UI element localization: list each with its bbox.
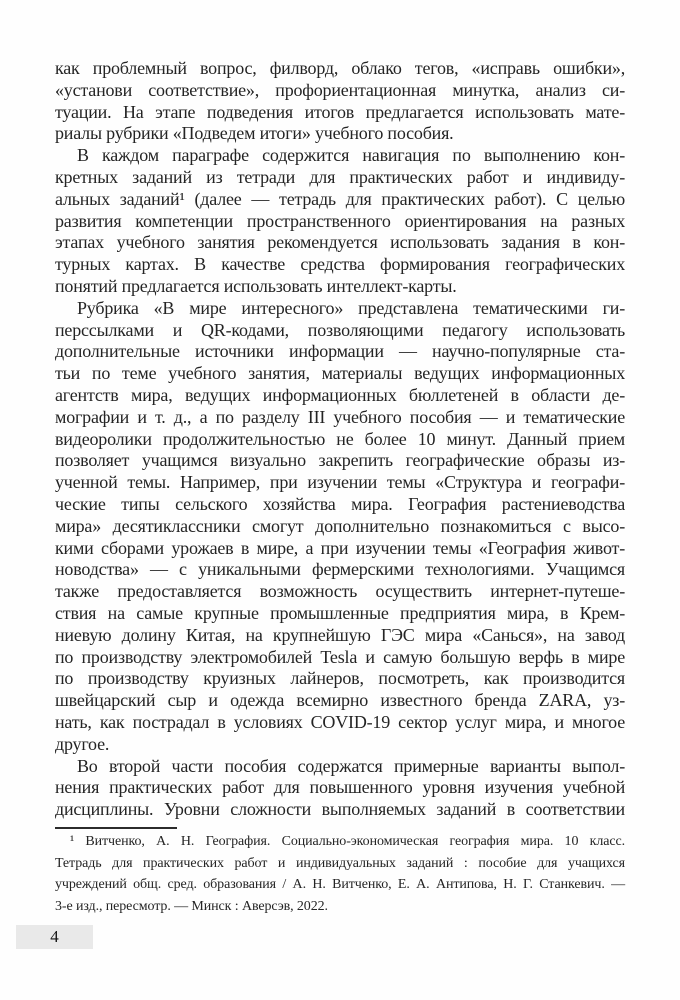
text-line: позволяет учащимся визуально закрепить географические образы из-	[55, 450, 625, 471]
text-line: дополнительные источники информации — научно-популярные ста-	[55, 341, 625, 362]
text-line: Во второй части пособия содержатся примерные варианты выпол-	[77, 755, 625, 776]
text-line: альных заданий¹ (далее — тетрадь для практических работ). С целью	[55, 188, 625, 209]
text-line: ческие типы сельского хозяйства мира. География растениеводства	[55, 493, 625, 514]
page-number: 4	[50, 927, 59, 946]
page-number-badge	[16, 925, 93, 949]
footnote-paragraph	[55, 831, 625, 918]
text-line: кретных заданий из тетради для практических работ и индивиду-	[55, 166, 625, 187]
text-line: туации. На этапе подведения итогов предлагается использовать мате-	[55, 101, 625, 122]
text-line: по производству круизных лайнеров, посмотреть, как производится	[55, 668, 625, 689]
text-line: мографии и т. д., а по разделу III учебного пособия — и тематические	[55, 406, 625, 427]
text-line: ученной темы. Например, при изучении темы «Структура и географи-	[55, 472, 625, 493]
paragraph	[55, 145, 625, 298]
text-line: перссылками и QR-кодами, позволяющими педагогу использовать	[55, 319, 625, 340]
text-line: швейцарский сыр и одежда всемирно известного бренда ZARA, уз-	[55, 690, 625, 711]
text-line: кими сборами урожаев в мире, а при изучении темы «География живот-	[55, 537, 625, 558]
text-line: учреждений общ. сред. образования / А. Н. Витченко, Е. А. Антипова, Н. Г. Станкевич. —	[55, 877, 625, 893]
text-line: ниевую долину Китая, на крупнейшую ГЭС мира «Санься», на завод	[55, 624, 625, 645]
text-line: Тетрадь для практических работ и индивидуальных заданий : пособие для учащихся	[55, 855, 625, 871]
text-line: ¹ Витченко, А. Н. География. Социально-экономическая география мира. 10 класс.	[70, 834, 625, 849]
text-line: дисциплины. Уровни сложности выполняемых заданий в соответствии	[55, 799, 625, 820]
page-body-text	[55, 58, 625, 821]
text-line: нать, как пострадал в условиях COVID-19 сектор услуг мира, и многое	[55, 711, 625, 732]
text-line: нения практических работ для повышенного уровня изучения учебной	[55, 777, 625, 798]
text-line: турных картах. В качестве средства формирования географических	[55, 254, 625, 275]
text-line: Рубрика «В мире интересного» представлена тематическими ги-	[77, 297, 625, 318]
text-line: новодства» — с уникальными фермерскими технологиями. Учащимся	[55, 559, 625, 580]
text-line: как проблемный вопрос, филворд, облако тегов, «исправь ошибки»,	[55, 58, 625, 78]
text-line: тьи по теме учебного занятия, материалы ведущих информационных	[55, 363, 625, 384]
text-line: другое.	[55, 733, 110, 754]
text-line: развития компетенции пространственного ориентирования на разных	[55, 210, 625, 231]
paragraph	[55, 756, 625, 821]
text-line: также предоставляется возможность осуществить интернет-путеше-	[55, 581, 625, 602]
text-line: понятий предлагается использовать интеллект-карты.	[55, 275, 457, 296]
text-line: ствия на самые крупные промышленные предприятия мира, в Крем-	[55, 602, 625, 623]
text-line: В каждом параграфе содержится навигация по выполнению кон-	[77, 145, 625, 166]
footnote-separator-rule	[55, 827, 177, 829]
footnote-block	[55, 831, 625, 918]
text-line: по производству электромобилей Tesla и самую большую верфь в мире	[55, 646, 625, 667]
text-line: этапах учебного занятия рекомендуется использовать задания в кон-	[55, 232, 625, 253]
paragraph	[55, 58, 625, 145]
text-line: видеоролики продолжительностью не более 10 минут. Данный прием	[55, 428, 625, 449]
text-line: агентств мира, ведущих информационных бюллетеней в области де-	[55, 384, 625, 405]
text-line: 3-е изд., пересмотр. — Минск : Аверсэв, 2022.	[55, 899, 328, 915]
text-line: «установи соответствие», профориентационная минутка, анализ си-	[55, 79, 625, 100]
paragraph	[55, 298, 625, 756]
text-line: риалы рубрики «Подведем итоги» учебного пособия.	[55, 123, 454, 144]
text-line: мира» десятиклассники смогут дополнительно познакомиться с высо-	[55, 515, 625, 536]
